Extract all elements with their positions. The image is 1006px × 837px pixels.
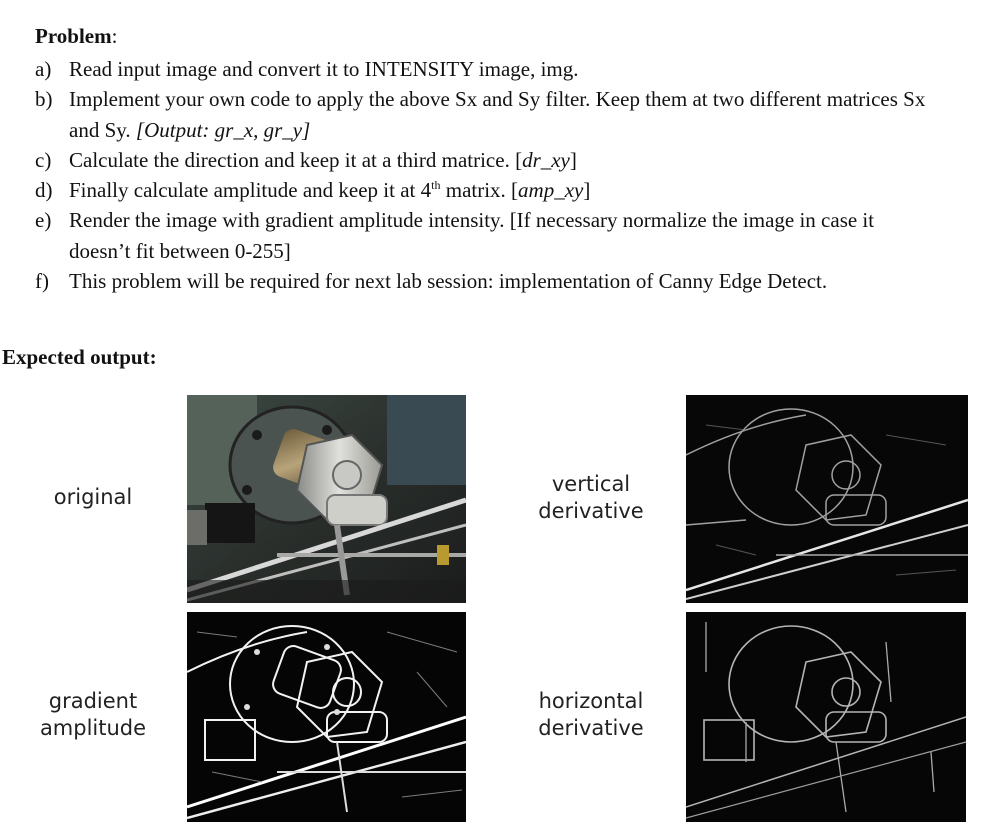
expected-output-heading: Expected output: — [2, 345, 157, 369]
problem-list — [35, 54, 935, 296]
horizontal-derivative-image — [686, 612, 966, 822]
list-item: b) Implement your own code to apply the above Sx and Sy filter. Keep them at two different matrices Sx and Sy. [Output: gr_x, gr_y] — [35, 87, 926, 142]
caption-gradient-amplitude: gradient amplitude — [39, 689, 147, 740]
caption-original: original — [53, 485, 133, 509]
list-item: f) This problem will be required for next lab session: implementation of Canny Edge Detect. — [35, 269, 828, 294]
list-item: d) Finally calculate amplitude and keep it at 4th matrix. [amp_xy] — [35, 178, 591, 203]
caption-vertical-derivative: vertical derivative — [538, 472, 644, 523]
gradient-amplitude-image — [187, 612, 466, 822]
list-item: c) Calculate the direction and keep it at a third matrice. [dr_xy] — [35, 147, 577, 172]
list-item: e) Render the image with gradient amplitude intensity. [If necessary normalize the image in case it doesn’t fit between 0-255] — [35, 208, 875, 263]
caption-horizontal-derivative: horizontal derivative — [538, 689, 644, 740]
vertical-derivative-image — [686, 395, 968, 603]
list-item: a) Read input image and convert it to INTENSITY image, img. — [35, 57, 579, 81]
original-image — [187, 395, 466, 603]
problem-heading: Problem: — [35, 24, 118, 48]
